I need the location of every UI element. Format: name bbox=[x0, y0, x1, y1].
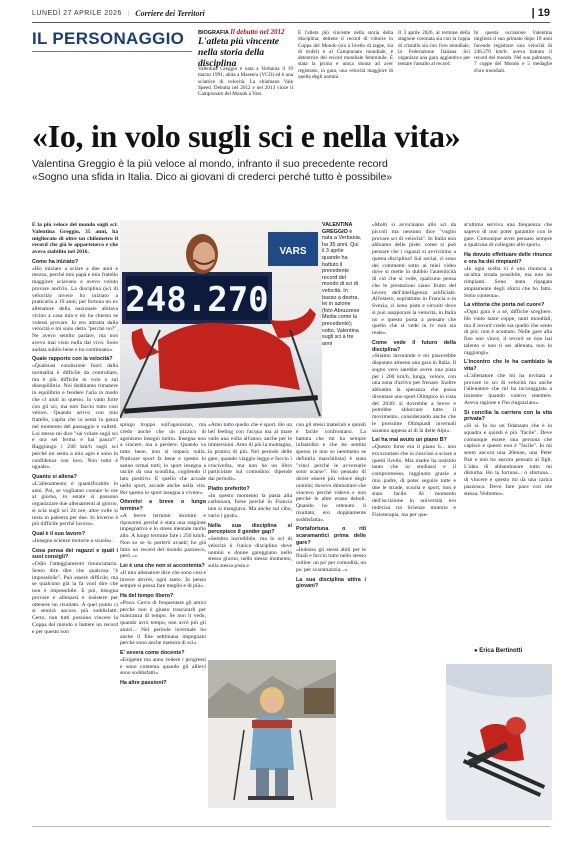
subheadline-line-2: «Sogno una sfida in Italia. Dico ai giovani di crederci perché tutto è possibile» bbox=[32, 171, 393, 183]
answer: «Esigente ma anno vedere i progressi e sono contenta quando gli allievi sono soddisfatti». bbox=[120, 656, 206, 677]
header-rule bbox=[32, 22, 550, 23]
answer: «A breve termine: dormire e riposarmi perché è stata una stagione impegnativa e lo stress mentale molto alto. A lungo termine fare i 250 km/h. Non so se lo porterò avanti; ho già fatto un record del mondo pazzesco, però...». bbox=[120, 512, 206, 560]
headline: «Io, in volo sugli sci e nella vita» bbox=[32, 118, 461, 154]
question: Ha altre passioni? bbox=[120, 680, 167, 686]
answer: spingo troppo sull'agonismo, ma credo anche che un pizzico di agonismo insegni molto. Insegna non a vincere, ma a perdere. Quando va tutto bene, non si impara nulla. Praticare sport fa bene e questo lo sanno ormai tutti; lo sport insegna a uscire da una sconfitta, cogliendo il lato positivo. E quello che accade nello sport, accade anche nella vita. Per questo lo sport insegna a vivere». bbox=[120, 422, 206, 496]
answer: «In ogni scelta vi è una rinuncia a un'altra strada possibile, ma non ho rimpianti. Sono stata ripagata ampiamente degli sforzi che ho fatto. Sono contenta». bbox=[464, 265, 552, 299]
article-column-3 bbox=[208, 422, 292, 656]
question: Portafortuna o riti scaramantici prima delle gare? bbox=[296, 526, 366, 546]
answer: st'ultima serviva una frequenza che sapevo di non poter garantire con le gare. Comunque avrei pensato sempre a qualcosa di collegato allo sport». bbox=[464, 222, 552, 249]
record-photo-image bbox=[120, 220, 322, 418]
answer: «Molti si avvicinano allo sci da piccoli ma nessuno dice "voglio provare sci di velocità". In Italia non abbiamo delle piste: come si può pensare che i ragazzi si avvicinino a questa disciplina? Sui social, ci sono dei commenti sotto ai miei video dove si mette in dubbio l'autenticità di ciò che si vede, qualcuno pensa che le prestazioni siano frutto del lavoro dell'intelligenza artificiale. All'estero, soprattutto in Francia e in Svezia, ci sono piste e circuiti dove si può assaporare la velocità, in Italia no e questo porta a pensare che quello che si vede in tv non sia reale». bbox=[372, 222, 456, 336]
answer: «L'allenamento è quantificabile in anni. Poi, se vogliamo contare le ore al giorno, in estate si possono organizzare due allenamenti al giorno, si scia sugli sci 24 ore, altre volte si resta in palestra per due. In inverno è più difficile perché lavoro». bbox=[32, 480, 118, 528]
answer: «L'allenatore che mi ha invitata a provare lo sci di velocità ma anche l'allenatore che mi ha incoraggiata a insistere quando volevo smettere. Aveva ragione e l'ho ringraziato». bbox=[464, 372, 552, 406]
question: Ha dovuto effettuare delle rinunce e ora ha dei rimpianti? bbox=[464, 252, 552, 265]
answer: con gli stessi materiali e quindi è facile confrontarsi. La battuta che mi ha sempre infastidito e che ho sentito spesso (e non so nemmeno se definirla maschilista) è stata "vinci perché le avversarie sono scarse". Ho pensato di dover essere più veloce degli uomini; dovevo dimostrare che vincevo perché valevo e non perché le altre erano deboli. Quando ho ottenuto il risultato, ero doppiamente soddisfatta». bbox=[296, 422, 366, 523]
question: La vittoria che porta nel cuore? bbox=[464, 302, 545, 309]
answer: «Indosso gli stessi abiti per le finali e faccio tutto nello stesso ordine: un po' per comodità, un po' per scaramanzia...». bbox=[296, 546, 366, 573]
subheadline bbox=[32, 158, 552, 184]
question: Lei ha mai avuto un piano B? bbox=[372, 437, 447, 444]
page-number: | 19 bbox=[531, 7, 550, 19]
question: La sua disciplina attira i giovani? bbox=[296, 576, 366, 590]
answer: «Ogni gara è a sé, difficile scegliere. Ho vinto tante coppe, tanti mondiali, ma il record credo sia quello che sento di più: non è scontato. Nelle gare alla fine uno vince, il record se non hai talento e non ti sei allenata, non lo raggiungi». bbox=[464, 309, 552, 356]
question: Lei è una che non si accontenta? bbox=[120, 563, 205, 569]
question: Ottenitvi a breve o lungo termine? bbox=[120, 499, 206, 512]
footer-rule bbox=[32, 826, 550, 827]
answer: «In questo momento la pasta alla carbonara, forse perché in Francia non si mangiava. Ma anche sul cibo, vario i gusti». bbox=[208, 492, 292, 519]
question: Cosa pensa dei ragazzi e quali i suoi consigli? bbox=[32, 547, 118, 561]
photo-caption bbox=[322, 222, 362, 347]
question: Quanto si allena? bbox=[32, 474, 77, 480]
question: Piatto preferito? bbox=[208, 485, 250, 492]
question: Qual è il suo lavoro? bbox=[32, 531, 86, 537]
childhood-photo bbox=[208, 660, 336, 808]
answer: «Ho iniziato a sciare a due anni e mezzo, perché mio papà e mio fratello maggiore sciavano e avevo voluto provare anch'io. La disciplina (sci di velocità) invece ho iniziato a praticarla a 19 anni; per fortuna un ex allenatore della nazionale abitava vicino a casa mia e mi ha chiesto se volessi provare. Io ero attratta dalla velocità e mi sono detta "perché no?". Ne avevo sentito parlare, ma non avevo mai visto nulla dal vivo. Sono andata subito bene e ho continuato». bbox=[32, 265, 118, 353]
answer: «Il mio allenatore dice che sono così e invece dovrei, ogni tanto. Io penso sempre si possa fare meglio e di più». bbox=[120, 569, 206, 590]
answer: «Odio l'atteggiamento rinunciatario. Sento dire dire che qualcosa "è impossibile". Può essere difficile, ma se qualcuno già la fa vuol dire che non è impossibile. E poi, bisogna provare e allenarsi e insistere per ottenere un risultato. A quel punto ci si sentirà ancora più soddisfatti. Certo, non tutti possono vincere la Coppa del mondo o battere un record e per questo non bbox=[32, 561, 118, 635]
caption-text: è nata a Verbania, ha 35 anni. Qui il 3 aprile quando ha battuto il precedente record del mondo di sci di velocità. In basso a destra, lei in azione (foto Abruzzese Media come la precedente); sotto, Valentina sugli sci a tre anni bbox=[322, 228, 362, 347]
answer: «Poco. Cerco di frequentare gli amici perché non è giusto trascurarli per mancanza di tempo. Se non li vedo, quando avrò tempo, non avrò più gli amici... Nel periodo invernale ho anche il fine settimana impegnato perché sono anche maestra di sci». bbox=[120, 599, 206, 647]
bio-box bbox=[198, 28, 298, 69]
bio-column-4: In questa occasione Valentina migliora il suo primato dopo 10 anni facendo registrare una velocità di 248,270 km/h: aveva battuto il record del mondo. Nel suo palmares, 7 coppe del Mondo e 5 medaglie d'oro mondiali. bbox=[474, 30, 552, 74]
question: Come vede il futuro della disciplina? bbox=[372, 339, 456, 353]
vars-banner: VARS bbox=[279, 246, 307, 257]
author-signature: ● Erica Bertinotti bbox=[474, 648, 523, 654]
answer: «Insegno scienze motorie a scuola». bbox=[32, 537, 113, 544]
bio-column-2: È l'atleta più vincente nella storia della disciplina: detiene il record di vittorie in Coppa del Mondo (sia a livello di tappe, sia di trofei) e al Campionato mondiale, è detentrice del record mondiale femminile. È stata la prima e unica donna ad aver registrato, in gara, una velocità maggiore di quella degli uomini. bbox=[298, 30, 393, 81]
answer: «Questo forse era il piano b... non era scontato che io riuscissi a sciare a questi livello. Mia madre ha insistito tanto che io studiassi e il compromesso, raggiunto grazie a mio padre, di poter seguire tutte e due le strade, scuola e sport, non è stato facile. Al momento dell'iscrizione in università ero indecisa tra Scienze motorie e Fisioterapia, ma per que- bbox=[372, 444, 456, 518]
subheadline-line-1: Valentina Greggio è la più veloce al mondo, infranto il suo precedente record bbox=[32, 158, 388, 170]
answer: «Sembra incredibile, ma lo sci di velocità è l'unica disciplina dove uomini e donne gareggiano nello stesso giorno, nello stesso momento, sulla stessa pista e bbox=[208, 536, 292, 569]
article-column-6 bbox=[464, 222, 552, 646]
bio-kicker: BIOGRAFIA Il debutto nel 2012 bbox=[198, 28, 285, 36]
racing-photo-image bbox=[446, 664, 552, 820]
caption-name: VALENTINA GREGGIO bbox=[322, 222, 353, 235]
section-rule bbox=[32, 51, 192, 52]
answer: «Stiamo lavorando e mi piacerebbe disputare almeno una gara in Italia. Il sogno vero sarebbe avere una pista per i 200 km/h, lunga, veloce, con una zona d'arrivo per frenare. Inoltre abbiamo la speranza che possa diventare uno sport Olimpico in vista del 2030: si dovrebbe a breve e potrebbe sbloccare tutto il movimento, considerando anche che le prossime Olimpiadi invernali saranno appena al di là delle Alpi». bbox=[372, 353, 456, 434]
racing-photo bbox=[446, 664, 552, 820]
page-header bbox=[32, 4, 550, 22]
article-intro: È la più veloce del mondo sugli sci: Valentina Greggio, 35 anni, ha migliorato di oltre un chilometro il record che già le apparteneva e che aveva stabilito nel 2016. bbox=[32, 222, 118, 255]
answer: «Qualsiasi condizione fuori dalla normalità è difficile da controllare, ma è più difficile in volo o sul disequilibrio. Noi dobbiamo rimanere in equilibrio e fendere l'aria in modo che ci aiuti in questo. Io vado forte con gli sci, ma non faccio tutto così veloce. Quando arrivo con mio fratello, capita che io senta la paura nel momento del passaggio e valletti. Lui stesso mi dice "sai volare sugli sci e ora sei ferma e hai paura?". Raggiungo i 240 km/h sugli sci perché mi sento a mio agio e sono in confidenza con loro. Non tutto è uguale». bbox=[32, 363, 118, 471]
page-number-value: 19 bbox=[537, 7, 550, 19]
header-separator: | bbox=[127, 9, 130, 17]
question: Nella sua disciplina si percepisce il gender gap? bbox=[208, 522, 292, 536]
section-label: IL PERSONAGGIO bbox=[32, 29, 185, 48]
question: Quale rapporto con la velocità? bbox=[32, 356, 113, 363]
answer: «Sì sì. Io ho un fidanzato che è in squadra e quindi è più "facile". Deve comunque essere una persona che capisce e questo non è "facile". Io mi sento ancora una 20enne, una Peter Pan e non ho ancora pensato ai figli. L'idea di abbandonare tutto mi disturba. Ho la fortuna... o sfortuna... di vincere e questo mi dà una carica pazzesca. Devo fare pace con me stessa. Vedremo». bbox=[464, 423, 552, 497]
bio-title: L'atleta più vincente nella storia della disciplina bbox=[198, 36, 280, 69]
article-column-2 bbox=[120, 422, 206, 820]
question: Ha del tempo libero? bbox=[120, 593, 174, 599]
speed-display: 248.270 bbox=[125, 280, 269, 320]
issue-date: LUNEDÌ 27 APRILE 2026 bbox=[32, 9, 122, 17]
bio-column-3: Il 3 aprile 2026, al termine della stagione coronata sia con la coppa di cristallo sia con l'oro mondiale, la Federazione Italiana Sci organizza una gara aggiuntiva per tentare l'assalto al record. bbox=[398, 30, 470, 68]
record-photo bbox=[120, 220, 322, 418]
question: E' severa come docente? bbox=[120, 650, 185, 656]
question: Si concilia la carriera con la vita privata? bbox=[464, 409, 552, 423]
article-column-4 bbox=[296, 422, 366, 656]
childhood-photo-image bbox=[208, 660, 336, 808]
bio-column-1: Valentina Greggio è nata a Verbania il 19 marzo 1991, abita a Maseera (VCO) ed è una sciatrice di velocità. La chiamano Vale Speed. Debutta nel 2012 e nel 2013 vince il Campionato del Mondo a Vars. bbox=[198, 66, 293, 98]
answer: «Amo tutto quello che è sport. Ho un bel feeling con l'acqua ma al mare vado una volta all'anno, anche per le immersioni. Amo di più la montagna, la pratico di più. Nel periodo delle gare, quando viaggio leggo e faccio i cruciverba, ma non ho un libro particolare sul comodino: dipende dai periodi». bbox=[208, 422, 292, 482]
article-column-1 bbox=[32, 222, 118, 820]
article-column-5 bbox=[372, 222, 456, 658]
question: L'incontro che le ha cambiato la vita? bbox=[464, 359, 552, 372]
newspaper-name: Corriere dei Territori bbox=[135, 8, 205, 18]
question: Come ha iniziato? bbox=[32, 258, 79, 265]
